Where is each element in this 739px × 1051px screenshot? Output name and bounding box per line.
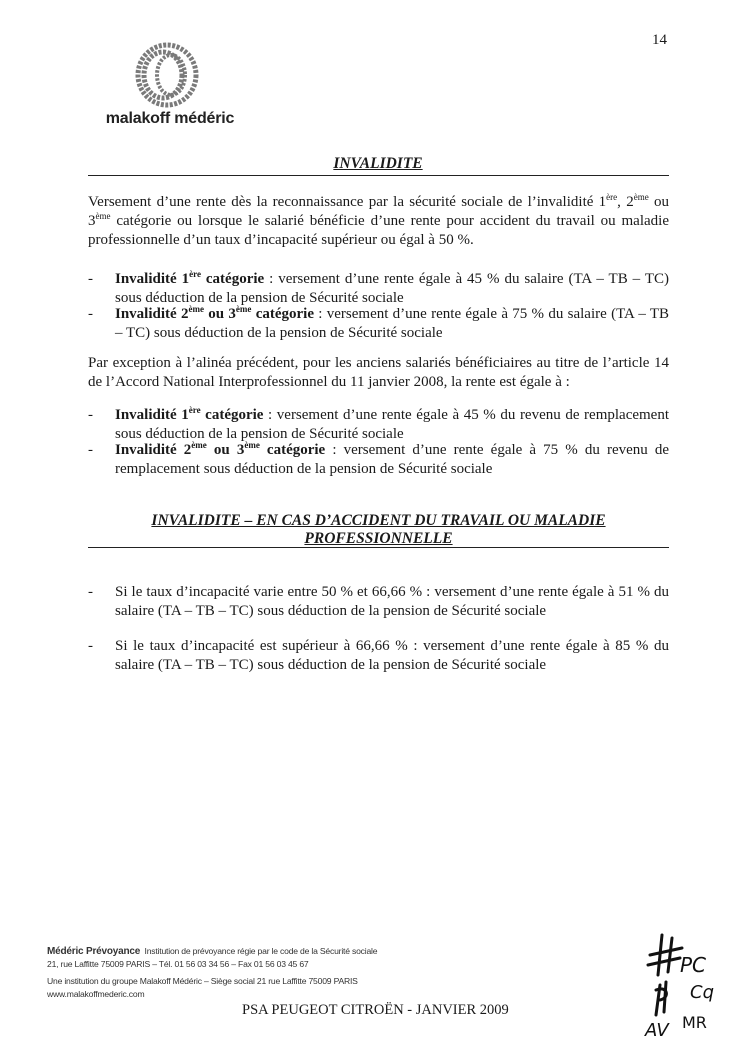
list-item: - Invalidité 1ère catégorie : versement d’une rente égale à 45 % du revenu de remplacement sous déduction de la pension de Sécurité sociale (88, 405, 670, 442)
footer-address: 21, rue Laffitte 75009 PARIS – Tél. 01 56 03 34 56 – Fax 01 56 03 45 67 (47, 959, 309, 969)
intro-paragraph: Versement d’une rente dès la reconnaissance par la sécurité sociale de l’invalidité 1ère, 2ème ou 3ème catégorie ou lorsque le salarié bénéficie d’une rente pour accident du travail ou maladie professionnelle d’un taux d’incapacité supérieur ou égal à 50 %. (88, 192, 670, 248)
footer-website: www.malakoffmederic.com (47, 989, 145, 999)
exception-paragraph: Par exception à l’alinéa précédent, pour les anciens salariés bénéficiaires au titre de l’article 14 de l’Accord National Interprofessionnel du 11 janvier 2008, la rente est égale à : (88, 355, 669, 390)
handwritten-initials: MR (682, 1013, 707, 1032)
bullet-dash: - (88, 442, 93, 458)
document-footer: PSA PEUGEOT CITROËN - JANVIER 2009 (242, 1002, 509, 1018)
bullet-dash: - (88, 407, 93, 423)
bullet-dash: - (88, 271, 93, 287)
malakoff-mederic-logo-icon (133, 40, 201, 110)
heading-rule (88, 547, 669, 548)
list-item: - Invalidité 1ère catégorie : versement d’une rente égale à 45 % du salaire (TA – TB – TC) sous déduction de la pension de Sécurité sociale (88, 269, 669, 306)
handwritten-initials: Cq (690, 982, 714, 1003)
bullet-dash: - (88, 584, 93, 600)
bullet-dash: - (88, 638, 93, 654)
page-number: 14 (652, 32, 667, 48)
bullet-dash: - (88, 306, 93, 322)
heading-rule (88, 175, 669, 176)
section-heading-invalidite: INVALIDITE (333, 155, 423, 172)
list-item: - Invalidité 2ème ou 3ème catégorie : versement d’une rente égale à 75 % du salaire (TA – TB – TC) sous déduction de la pension de Sécurité sociale (88, 304, 670, 341)
footer-info (47, 945, 387, 1001)
list-item: - Invalidité 2ème ou 3ème catégorie : versement d’une rente égale à 75 % du revenu de remplacement sous déduction de la pension de Sécurité sociale (88, 440, 670, 477)
handwritten-initials: AV (645, 1020, 669, 1041)
section-heading-accident-travail: INVALIDITE – EN CAS D’ACCIDENT DU TRAVAIL OU MALADIE PROFESSIONNELLE (151, 512, 606, 547)
list-item: - Si le taux d’incapacité varie entre 50 % et 66,66 % : versement d’une rente égale à 51 % du salaire (TA – TB – TC) sous déduction de la pension de Sécurité sociale (88, 584, 669, 619)
list-item: - Si le taux d’incapacité est supérieur à 66,66 % : versement d’une rente égale à 85 % du salaire (TA – TB – TC) sous déduction de la pension de Sécurité sociale (88, 638, 669, 673)
footer-org: Médéric Prévoyance Institution de prévoyance régie par le code de la Sécurité sociale (47, 946, 378, 957)
footer-group: Une institution du groupe Malakoff Médéric – Siège social 21 rue Laffitte 75009 PARIS (47, 976, 358, 986)
logo-wordmark: malakoff médéric (105, 110, 235, 127)
handwritten-initials: PC (680, 953, 707, 977)
